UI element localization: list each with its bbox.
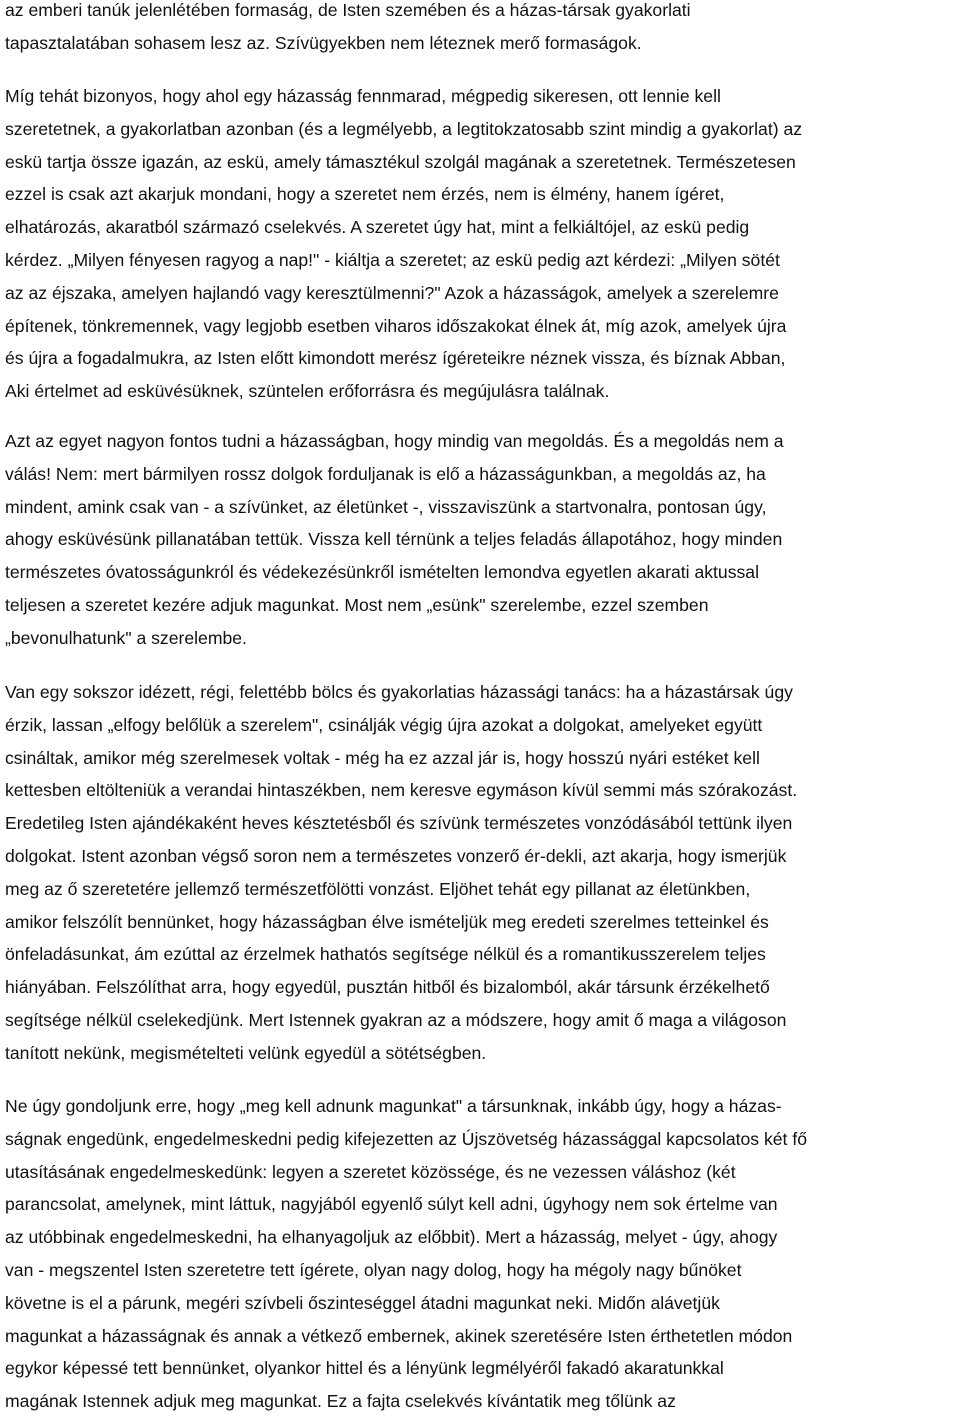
text-line: Ne úgy gondoljunk erre, hogy „meg kell adnunk magunkat" a társunknak, inkább úgy, hogy a házas- bbox=[5, 1096, 782, 1116]
text-line: önfeladásunkat, ám ezúttal az érzelmek hathatós segítsége nélkül és a romantikusszerelem teljes bbox=[5, 944, 766, 965]
text-line: teljesen a szeretet kezére adjuk magunkat. Most nem „esünk" szerelembe, ezzel szemben bbox=[5, 594, 709, 615]
text-line: dolgokat. Istent azonban végső soron nem a természetes vonzerő ér-dekli, azt akarja, hogy ismerjük bbox=[5, 845, 787, 866]
paragraph-5 bbox=[5, 1090, 807, 1418]
text-line: ságnak engedünk, engedelmeskedni pedig kifejezetten az Újszövetség házassággal kapcsolatos két fő bbox=[5, 1128, 808, 1149]
text-line: az az éjszaka, amelyen hajlandó vagy keresztülmenni?" Azok a házasságok, amelyek a szerelemre bbox=[5, 282, 779, 303]
text-line: kettesben eltölteniük a verandai hintaszékben, nem keresve egymáson kívül semmi más szórakozást. bbox=[5, 780, 798, 801]
text-line: tapasztalatában sohasem lesz az. Szívügyekben nem léteznek merő formaságok. bbox=[5, 32, 642, 53]
text-line: magunkat a házasságnak és annak a vétkező embernek, akinek szeretésére Isten érthetetlen módon bbox=[5, 1325, 793, 1346]
text-line: egykor képessé tett bennünket, olyankor hittel és a lényünk legmélyéről fakadó akaratunkkal bbox=[5, 1358, 724, 1379]
paragraph-4 bbox=[5, 676, 797, 1070]
text-line: hiányában. Felszólíthat arra, hogy egyedül, pusztán hitből és bizalomból, akár társunk érzékelhető bbox=[5, 977, 770, 998]
text-line: érzik, lassan „elfogy belőlük a szerelem", csinálják végig újra azokat a dolgokat, amelyeket együtt bbox=[5, 714, 763, 735]
text-line: természetes óvatosságunkról és védekezésünkről ismételten lemondva egyetlen akarati aktussal bbox=[5, 562, 759, 583]
text-line: Eredetileg Isten ajándékaként heves késztetésből és szívünk természetes vonzódásából tettünk ilyen bbox=[5, 813, 793, 834]
text-line: meg az ő szeretetére jellemző természetfölötti vonzást. Eljöhet tehát egy pillanat az életünkben, bbox=[5, 878, 751, 899]
text-line: segítsége nélkül cselekedjünk. Mert Istennek gyakran az a módszere, hogy amit ő maga a világoson bbox=[5, 1009, 787, 1030]
text-line: van - megszentel Isten szeretetre tett ígérete, olyan nagy dolog, hogy ha mégoly nagy bűnöket bbox=[5, 1259, 742, 1280]
text-line: Míg tehát bizonyos, hogy ahol egy házasság fennmarad, mégpedig sikeresen, ott lennie kell bbox=[5, 86, 721, 106]
text-line: szeretetnek, a gyakorlatban azonban (és a legmélyebb, a legtitokzatosabb szint mindig a gyakorlat) az bbox=[5, 118, 803, 139]
paragraph-1 bbox=[5, 0, 691, 60]
text-line: amikor felszólít bennünket, hogy házasságban élve ismételjük meg eredeti szerelmes tetteinkel és bbox=[5, 911, 769, 932]
text-line: eskü tartja össze igazán, az eskü, amely támasztékul szolgál magának a szeretetnek. Természetesen bbox=[5, 151, 796, 172]
text-line: válás! Nem: mert bármilyen rossz dolgok forduljanak is elő a házasságunkban, a megoldás az, ha bbox=[5, 463, 766, 484]
text-line: kérdez. „Milyen fényesen ragyog a nap!" - kiáltja a szeretet; az eskü pedig azt kérdezi: „Milyen sötét bbox=[5, 249, 780, 270]
text-line: ezzel is csak azt akarjuk mondani, hogy a szeretet nem érzés, nem is élmény, hanem ígéret, bbox=[5, 184, 725, 205]
text-line: Aki értelmet ad esküvésüknek, szüntelen erőforrásra és megújulásra találnak. bbox=[5, 381, 610, 402]
text-line: követne is el a párunk, megéri szívbeli őszinteséggel átadni magunkat neki. Midőn alávetjük bbox=[5, 1292, 720, 1313]
text-line: ahogy esküvésünk pillanatában tettük. Vissza kell térnünk a teljes feladás állapotához, hogy minden bbox=[5, 529, 783, 550]
paragraph-3 bbox=[5, 425, 784, 655]
text-line: Azt az egyet nagyon fontos tudni a házasságban, hogy mindig van megoldás. És a megoldás nem a bbox=[5, 431, 784, 451]
text-line: magának Istennek adjuk meg magunkat. Ez a fajta cselekvés kívántatik meg tőlünk az bbox=[5, 1391, 676, 1412]
text-line: parancsolat, amelynek, mint láttuk, nagyjából egyenlő súlyt kell adni, úgyhogy nem sok értelme van bbox=[5, 1194, 778, 1215]
text-line: „bevonulhatunk" a szerelembe. bbox=[5, 627, 247, 648]
text-line: utasításának engedelmeskedünk: legyen a szeretet közössége, és ne vezessen váláshoz (két bbox=[5, 1161, 736, 1182]
text-line: az emberi tanúk jelenlétében formaság, de Isten szemében és a házas-társak gyakorlati bbox=[5, 0, 691, 20]
text-line: építenek, tönkremennek, vagy legjobb esetben viharos időszakokat élnek át, míg azok, amelyek újra bbox=[5, 315, 787, 336]
text-line: mindent, amink csak van - a szívünket, az életünket -, visszaviszünk a startvonalra, pontosan úgy, bbox=[5, 496, 767, 517]
text-line: és újra a fogadalmukra, az Isten előtt kimondott merész ígéreteikre néznek vissza, és bíznak Abban, bbox=[5, 348, 786, 369]
paragraph-2 bbox=[5, 80, 802, 408]
text-line: elhatározás, akaratból származó cselekvés. A szeretet úgy hat, mint a felkiáltójel, az eskü pedig bbox=[5, 217, 750, 238]
text-line: csináltak, amikor még szerelmesek voltak - még ha ez azzal jár is, hogy hosszú nyári estéket kell bbox=[5, 747, 760, 768]
text-line: az utóbbinak engedelmeskedni, ha elhanyagoljuk az előbbit). Mert a házasság, melyet - úgy, ahogy bbox=[5, 1227, 778, 1248]
text-line: tanított nekünk, megismételteti velünk egyedül a sötétségben. bbox=[5, 1042, 487, 1063]
text-line: Van egy sokszor idézett, régi, felettébb bölcs és gyakorlatias házassági tanács: ha a házastársak úgy bbox=[5, 682, 793, 702]
